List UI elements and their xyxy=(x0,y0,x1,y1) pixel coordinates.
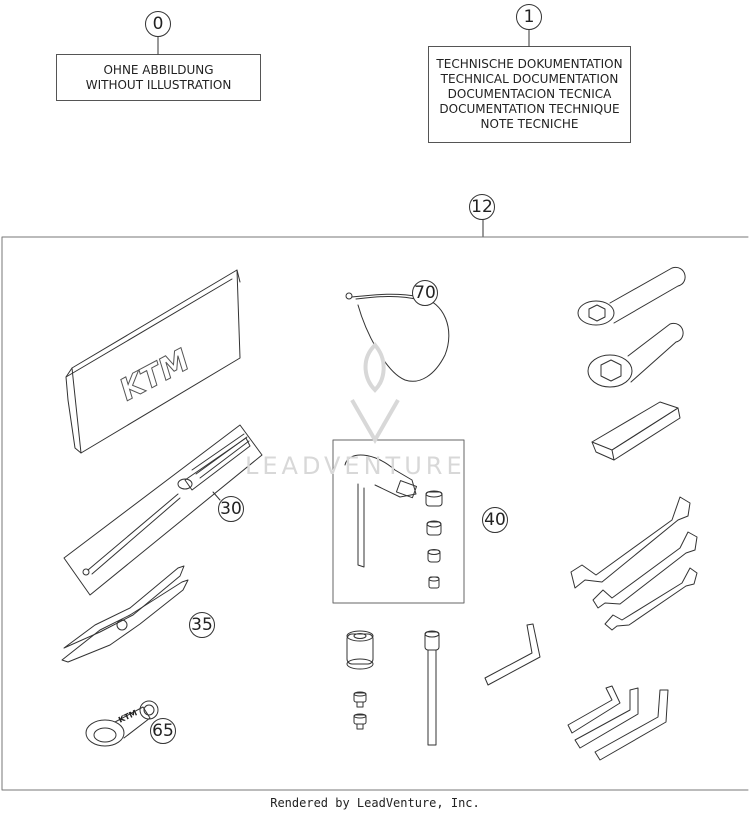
spark-plug-socket xyxy=(347,631,373,669)
box1-line2: TECHNICAL DOCUMENTATION xyxy=(440,72,619,86)
footer-credit: Rendered by LeadVenture, Inc. xyxy=(270,796,480,810)
callout-30[interactable]: 30 xyxy=(218,496,244,522)
open-end-wrench-1 xyxy=(571,497,690,588)
callout-65[interactable]: 65 xyxy=(150,718,176,744)
cable xyxy=(346,293,449,381)
socket-wrench-2 xyxy=(588,323,683,387)
box0-line1: OHNE ABBILDUNG xyxy=(103,62,214,77)
allen-key-set xyxy=(568,686,668,760)
l-hex-key xyxy=(485,624,540,685)
leadventure-watermark: LEADVENTURE xyxy=(245,452,466,480)
socket-wrench-1 xyxy=(578,267,685,325)
box0-line2: WITHOUT ILLUSTRATION xyxy=(85,77,232,92)
adapter-block xyxy=(592,402,680,460)
pliers xyxy=(62,566,188,662)
pouch-ktm-logo: KTM xyxy=(114,342,196,409)
box1-line5: NOTE TECNICHE xyxy=(480,117,579,131)
extension-bar xyxy=(425,631,439,745)
callout-0[interactable]: 0 xyxy=(145,11,171,37)
bit-holder-1 xyxy=(354,692,366,707)
wrench-ktm-logo: KTM xyxy=(117,708,139,725)
hex-sockets xyxy=(426,491,442,588)
box1-line3: DOCUMENTACION TECNICA xyxy=(447,87,612,101)
box1-line1: TECHNISCHE DOKUMENTATION xyxy=(436,57,623,71)
callout-1[interactable]: 1 xyxy=(516,4,542,30)
open-end-wrench-2 xyxy=(593,532,697,608)
tool-kit-frame xyxy=(2,237,748,790)
box1-line4: DOCUMENTATION TECHNIQUE xyxy=(439,102,620,116)
callout-70[interactable]: 70 xyxy=(412,280,438,306)
open-end-wrench-3 xyxy=(605,568,697,630)
callout-40[interactable]: 40 xyxy=(482,507,508,533)
watermark-flame xyxy=(352,345,398,440)
bit-holder-2 xyxy=(354,714,366,729)
callout-12[interactable]: 12 xyxy=(469,194,495,220)
callout-35[interactable]: 35 xyxy=(189,612,215,638)
